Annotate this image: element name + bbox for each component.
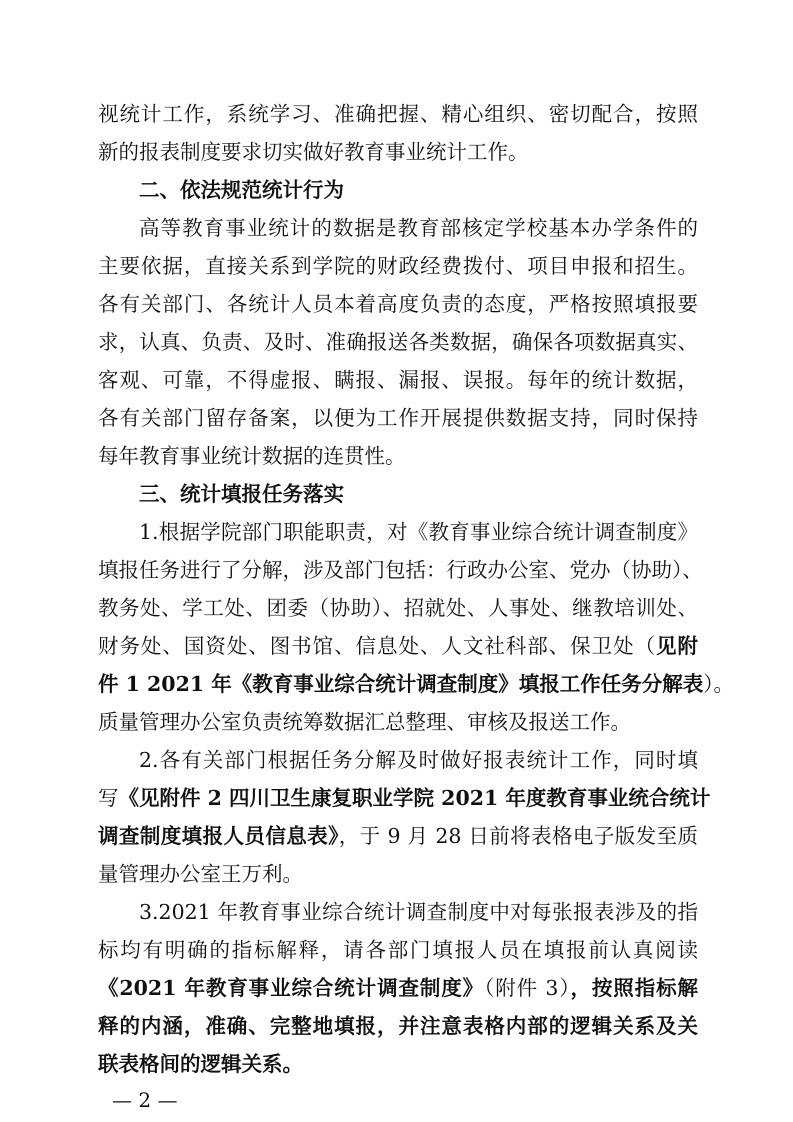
paragraph-line: 求，认真、负责、及时、准确报送各类数据，确保各项数据真实、	[98, 330, 698, 354]
paragraph-line-text: 联表格间的逻辑关系。	[98, 1052, 303, 1076]
paragraph-line: 财务处、国资处、图书馆、信息处、人文社科部、保卫处（见附	[98, 634, 699, 658]
paragraph-line: 视统计工作，系统学习、准确把握、精心组织、密切配合，按照	[98, 102, 698, 126]
paragraph-line: 填报任务进行了分解，涉及部门包括：行政办公室、党办（协助）、	[98, 558, 703, 582]
paragraph-line: 各有关部门留存备案，以便为工作开展提供数据支持，同时保持	[98, 406, 698, 430]
paragraph-line: 主要依据，直接关系到学院的财政经费拨付、项目申报和招生。	[98, 254, 698, 278]
paragraph-line: 量管理办公室王万利。	[98, 862, 303, 886]
paragraph-line: 写《见附件 2 四川卫生康复职业学院 2021 年度教育事业统合统计	[98, 786, 711, 810]
paragraph-line: 各有关部门、各统计人员本着高度负责的态度，严格按照填报要	[98, 292, 698, 316]
paragraph-line: 新的报表制度要求切实做好教育事业统计工作。	[98, 140, 529, 164]
paragraph-line: 调查制度填报人员信息表》，于 9 月 28 日前将表格电子版发至质	[98, 824, 698, 848]
page-number: — 2 —	[112, 1088, 178, 1112]
paragraph-line: 教务处、学工处、团委（协助）、招就处、人事处、继教培训处、	[98, 596, 698, 620]
paragraph-line: 每年教育事业统计数据的连贯性。	[98, 444, 406, 468]
paragraph-line: 释的内涵，准确、完整地填报，并注意表格内部的逻辑关系及关	[98, 1014, 698, 1038]
paragraph-line: 2.各有关部门根据任务分解及时做好报表统计工作，同时填	[139, 748, 698, 772]
paragraph-line: 3.2021 年教育事业综合统计调查制度中对每张报表涉及的指	[139, 900, 698, 924]
section-heading: 三、统计填报任务落实	[139, 482, 344, 506]
paragraph-line: 1.根据学院部门职能职责，对《教育事业综合统计调查制度》	[139, 520, 698, 544]
paragraph-line	[98, 1049, 698, 1079]
paragraph-line: 件 1 2021 年《教育事业综合统计调查制度》填报工作任务分解表）。	[98, 672, 734, 696]
paragraph-line: 标均有明确的指标解释，请各部门填报人员在填报前认真阅读	[98, 938, 698, 962]
paragraph-line: 《2021 年教育事业综合统计调查制度》（附件 3），按照指标解	[98, 976, 699, 1000]
paragraph-line: 高等教育事业统计的数据是教育部核定学校基本办学条件的	[139, 216, 698, 240]
paragraph-line: 客观、可靠，不得虚报、瞒报、漏报、误报。每年的统计数据，	[98, 368, 698, 392]
section-heading: 二、依法规范统计行为	[139, 178, 344, 202]
paragraph-line: 质量管理办公室负责统筹数据汇总整理、审核及报送工作。	[98, 710, 631, 734]
